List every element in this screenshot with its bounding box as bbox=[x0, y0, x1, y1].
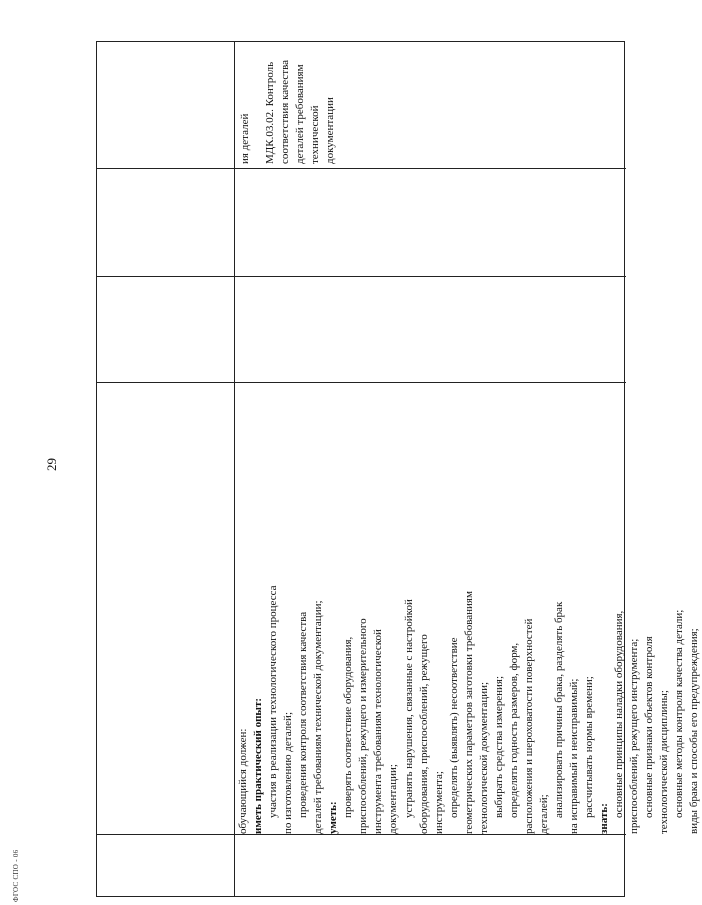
skills-line: проверять соответствие оборудования, bbox=[342, 636, 355, 818]
course-line: МДК.03.02. Контроль bbox=[264, 61, 276, 164]
skills-line: деталей требованиям технической документации; bbox=[312, 600, 325, 834]
table-cell bbox=[97, 42, 234, 168]
course-line: соответствия качества bbox=[279, 59, 291, 164]
skills-line: участия в реализации технологического процесса bbox=[267, 585, 280, 818]
skills-line: рассчитывать нормы времени; bbox=[583, 676, 596, 818]
skills-text bbox=[234, 388, 701, 838]
skills-line: определять годность размеров, форм, bbox=[507, 642, 520, 818]
table-cell bbox=[97, 276, 234, 382]
skills-line: по изготовлению деталей; bbox=[282, 712, 295, 834]
course-line: технической bbox=[309, 105, 321, 164]
skills-line: выбирать средства измерения; bbox=[492, 675, 505, 818]
section-heading: уметь: bbox=[327, 801, 340, 834]
course-text bbox=[234, 42, 626, 168]
skills-line: устранять нарушения, связанные с настройкой bbox=[402, 599, 415, 818]
skills-line: виды брака и способы его предупреждения; bbox=[688, 628, 701, 834]
skills-line: инструмента требованиям технологической bbox=[372, 629, 385, 834]
skills-line: на исправимый и неисправимый; bbox=[568, 678, 581, 834]
section-heading: иметь практический опыт: bbox=[252, 697, 265, 834]
course-line: документации bbox=[324, 97, 336, 164]
table-cell bbox=[234, 276, 626, 382]
table-cell bbox=[97, 834, 234, 896]
skills-line: определять (выявлять) несоответствие bbox=[447, 637, 460, 818]
section-heading: знать: bbox=[598, 803, 611, 834]
skills-line: проведения контроля соответствия качества bbox=[297, 611, 310, 818]
curriculum-table bbox=[96, 41, 701, 897]
skills-line: приспособлений, режущего инструмента; bbox=[628, 638, 641, 834]
skills-line: технологической документации; bbox=[477, 681, 490, 834]
skills-line: основные признаки объектов контроля bbox=[643, 636, 656, 818]
course-line: деталей требованиям bbox=[294, 64, 306, 164]
skills-line: анализировать причины брака, разделять брак bbox=[552, 601, 565, 818]
skills-line: геометрических параметров заготовки требованиям bbox=[462, 591, 475, 834]
skills-line: деталей; bbox=[537, 794, 550, 834]
skills-line: основные методы контроля качества детали; bbox=[673, 609, 686, 818]
skills-line: основные принципы наладки оборудования, bbox=[613, 610, 626, 818]
table-cell bbox=[234, 168, 626, 276]
skills-line: инструмента; bbox=[432, 771, 445, 834]
skills-line: расположения и шероховатости поверхностей bbox=[522, 618, 535, 834]
skills-line: документации; bbox=[387, 764, 400, 834]
table-cell bbox=[97, 168, 234, 276]
page-number: 29 bbox=[44, 458, 59, 471]
course-top-line: ия деталей bbox=[239, 113, 251, 164]
footer-mark: ФГОС СПО - 06 bbox=[12, 849, 20, 902]
table-cell bbox=[97, 382, 234, 834]
table-row-top bbox=[97, 42, 235, 896]
skills-line: оборудования, приспособлений, режущего bbox=[417, 634, 430, 834]
skills-line: технологической дисциплины; bbox=[658, 690, 671, 834]
skills-line: приспособлений, режущего и измерительного bbox=[357, 618, 370, 834]
table-cell bbox=[234, 834, 626, 896]
skills-line: обучающийся должен: bbox=[237, 728, 249, 834]
